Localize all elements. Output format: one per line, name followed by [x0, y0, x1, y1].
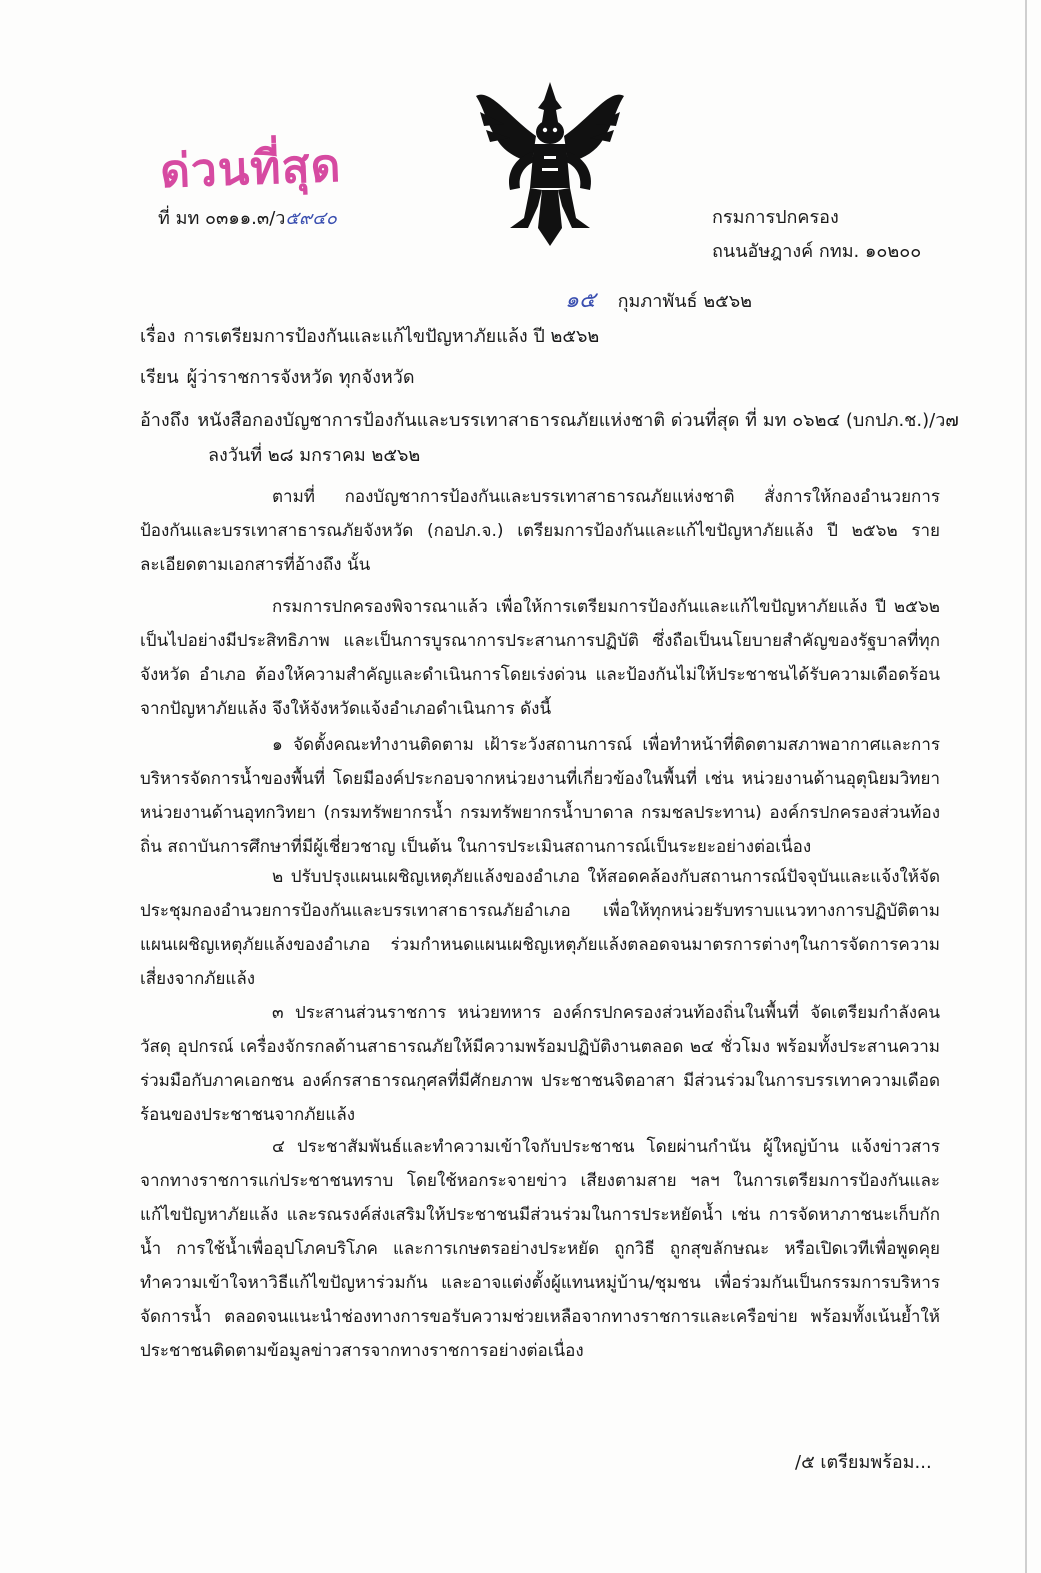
document-number-handwritten: ๕๙๔๐: [285, 208, 337, 229]
reference-line: [140, 405, 959, 434]
document-number: [158, 203, 337, 232]
recipient-value: ผู้ว่าราชการจังหวัด ทุกจังหวัด: [186, 367, 415, 388]
body-item-2: ๒ ปรับปรุงแผนเผชิญเหตุภัยแล้งของอำเภอ ให้สอดคล้องกับสถานการณ์ปัจจุบันและแจ้งให้จัดประชุมกองอำนวยการป้องกันและบรรเทาสาธารณภัยอำเภอ เพื่อให้ทุกหน่วยรับทราบแนวทางการปฏิบัติตามแผนเผชิญเหตุภัยแล้งของอำเภอ ร่วมกำหนดแผนเผชิญเหตุภัยแล้งตลอดจนมาตรการต่างๆในการจัดการความเสี่ยงจากภัยแล้ง: [140, 867, 940, 989]
body-item-4: ๔ ประชาสัมพันธ์และทำความเข้าใจกับประชาชน โดยผ่านกำนัน ผู้ใหญ่บ้าน แจ้งข่าวสารจากทางราชการแก่ประชาชนทราบ โดยใช้หอกระจายข่าว เสียงตามสาย ฯลฯ ในการเตรียมการป้องกันและแก้ไขปัญหาภัยแล้ง และรณรงค์ส่งเสริมให้ประชาชนมีส่วนร่วมในการประหยัดน้ำ เช่น การจัดหาภาชนะเก็บกักน้ำ การใช้น้ำเพื่ออุปโภคบริโภค และการเกษตรอย่างประหยัด ถูกวิธี ถูกสุขลักษณะ หรือเปิดเวทีเพื่อพูดคุยทำความเข้าใจหาวิธีแก้ไขปัญหาร่วมกัน และอาจแต่งตั้งผู้แทนหมู่บ้าน/ชุมชน เพื่อร่วมกันเป็นกรรมการบริหารจัดการน้ำ ตลอดจนแนะนำช่องทางการขอรับความช่วยเหลือจากทางราชการและเครือข่าย พร้อมทั้งเน้นย้ำให้ประชาชนติดตามข้อมูลข่าวสารจากทางราชการอย่างต่อเนื่อง: [140, 1137, 940, 1361]
page-edge: [1025, 0, 1027, 1573]
recipient-line: [140, 362, 415, 391]
body-paragraph-2: กรมการปกครองพิจารณาแล้ว เพื่อให้การเตรียมการป้องกันและแก้ไขปัญหาภัยแล้ง ปี ๒๕๖๒ เป็นไปอย่างมีประสิทธิภาพ และเป็นการบูรณาการประสานการปฏิบัติ ซึ่งถือเป็นนโยบายสำคัญของรัฐบาลที่ทุกจังหวัด อำเภอ ต้องให้ความสำคัญและดำเนินการโดยเร่งด่วน และป้องกันไม่ให้ประชาชนได้รับความเดือดร้อนจากปัญหาภัยแล้ง จึงให้จังหวัดแจ้งอำเภอดำเนินการ ดังนี้: [140, 597, 940, 719]
body-item-1: ๑ จัดตั้งคณะทำงานติดตาม เฝ้าระวังสถานการณ์ เพื่อทำหน้าที่ติดตามสภาพอากาศและการบริหารจัดการน้ำของพื้นที่ โดยมีองค์ประกอบจากหน่วยงานที่เกี่ยวข้องในพื้นที่ เช่น หน่วยงานด้านอุตุนิยมวิทยา หน่วยงานด้านอุทกวิทยา (กรมทรัพยากรน้ำ กรมทรัพยากรน้ำบาดาล กรมชลประทาน) องค์กรปกครองส่วนท้องถิ่น สถาบันการศึกษาที่มีผู้เชี่ยวชาญ เป็นต้น ในการประเมินสถานการณ์เป็นระยะอย่างต่อเนื่อง: [140, 735, 940, 857]
document-date: [565, 282, 752, 317]
subject-value: การเตรียมการป้องกันและแก้ไขปัญหาภัยแล้ง ปี ๒๕๖๒: [183, 326, 600, 347]
garuda-emblem-icon: [470, 78, 630, 248]
date-day: ๑๕: [565, 288, 596, 313]
reference-label: อ้างถึง: [140, 410, 190, 431]
sender-address: [712, 201, 921, 269]
urgency-stamp: ด่วนที่สุด: [159, 137, 343, 199]
reference-line-1: หนังสือกองบัญชาการป้องกันและบรรเทาสาธารณภัยแห่งชาติ ด่วนที่สุด ที่ มท ๐๖๒๔ (บกปภ.ช.)/ว๗: [197, 410, 959, 431]
continuation-note: /๕ เตรียมพร้อม...: [795, 1452, 932, 1473]
date-month-year: กุมภาพันธ์ ๒๕๖๒: [617, 291, 753, 312]
sender-line-1: กรมการปกครอง: [712, 207, 839, 228]
subject-line: [140, 321, 599, 350]
sender-line-2: ถนนอัษฎางค์ กทม. ๑๐๒๐๐: [712, 241, 922, 262]
reference-line-2: ลงวันที่ ๒๘ มกราคม ๒๕๖๒: [208, 445, 421, 466]
document-number-prefix: ที่ มท ๐๓๑๑.๓/ว: [158, 208, 286, 229]
body-paragraph-1: ตามที่ กองบัญชาการป้องกันและบรรเทาสาธารณภัยแห่งชาติ สั่งการให้กองอำนวยการป้องกันและบรรเทาสาธารณภัยจังหวัด (กอปภ.จ.) เตรียมการป้องกันและแก้ไขปัญหาภัยแล้ง ปี ๒๕๖๒ รายละเอียดตามเอกสารที่อ้างถึง นั้น: [140, 487, 940, 575]
recipient-label: เรียน: [140, 367, 179, 388]
body-item-3: ๓ ประสานส่วนราชการ หน่วยทหาร องค์กรปกครองส่วนท้องถิ่นในพื้นที่ จัดเตรียมกำลังคน วัสดุ อุปกรณ์ เครื่องจักรกลด้านสาธารณภัยให้มีความพร้อมปฏิบัติงานตลอด ๒๔ ชั่วโมง พร้อมทั้งประสานความร่วมมือกับภาคเอกชน องค์กรสาธารณกุศลที่มีศักยภาพ ประชาชนจิตอาสา มีส่วนร่วมในการบรรเทาความเดือดร้อนของประชาชนจากภัยแล้ง: [140, 1003, 940, 1125]
subject-label: เรื่อง: [140, 326, 176, 347]
